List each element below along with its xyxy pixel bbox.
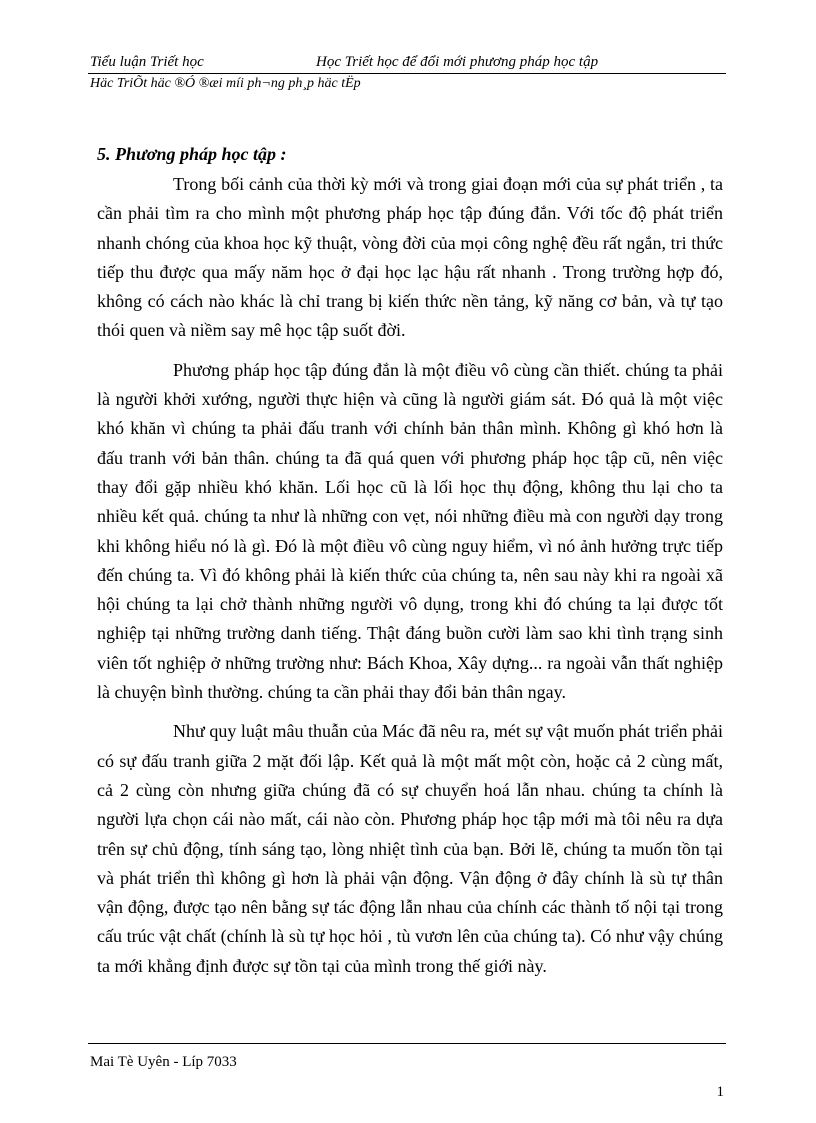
header-main-line bbox=[88, 52, 726, 74]
header-garbled-title: Häc TriÕt häc ®Ó ®æi míi ph¬ng ph¸p häc tËp bbox=[90, 76, 361, 91]
header-document-title: Học Triết học để đổi mới phương pháp học tập bbox=[316, 54, 599, 70]
page-body bbox=[97, 142, 723, 991]
page-number: 1 bbox=[716, 1084, 724, 1100]
page-header bbox=[88, 52, 726, 93]
section-title: 5. Phương pháp học tập : bbox=[97, 144, 287, 164]
page-footer bbox=[88, 1043, 726, 1100]
header-document-type: Tiểu luận Triết học bbox=[90, 54, 204, 70]
paragraph: Như quy luật mâu thuẫn của Mác đã nêu ra, mét sự vật muốn phát triển phải có sự đấu tranh giữa 2 mặt đối lập. Kết quả là một mất một còn, hoặc cả 2 cùng mất, cả 2 cùng còn nhưng giữa chúng đã có sự chuyển hoá lẫn nhau. chúng ta chính là người lựa chọn cái nào mất, cái nào còn. Phương pháp học tập mới mà tôi nêu ra dựa trên sự chủ động, tính sáng tạo, lòng nhiệt tình của bạn. Bởi lẽ, chúng ta muốn tồn tại và phát triển thì không gì hơn là phải vận động. Vận động ở đây chính là sù tự thân vận động, được tạo nên bằng sự tác động lẫn nhau của chính các thành tố nội tại trong cấu trúc vật chất (chính là sù tự học hỏi , tù vươn lên của chúng ta). Có như vậy chúng ta mới khẳng định được sự tồn tại của mình trong thế giới này. bbox=[97, 721, 723, 976]
paragraph: Trong bối cảnh của thời kỳ mới và trong giai đoạn mới của sự phát triển , ta cần phải tìm ra cho mình một phương pháp học tập đúng đắn. Với tốc độ phát triển nhanh chóng của khoa học kỹ thuật, vòng đời của mọi công nghệ đều rất ngắn, tri thức tiếp thu được qua mấy năm học ở đại học lạc hậu rất nhanh . Trong trường hợp đó, không có cách nào khác là chỉ trang bị kiến thức nền tảng, kỹ năng cơ bản, và tự tạo thói quen và niềm say mê học tập suốt đời. bbox=[97, 174, 723, 341]
footer-author: Mai Tè Uyên - Líp 7033 bbox=[90, 1054, 237, 1070]
paragraph: Phương pháp học tập đúng đắn là một điều vô cùng cần thiết. chúng ta phải là người khởi xướng, người thực hiện và cũng là người giám sát. Đó quả là một việc khó khăn vì chúng ta phải đấu tranh với chính bản thân mình. Không gì khó hơn là đấu tranh với bản thân. chúng ta đã quá quen với phương pháp học tập cũ, nên việc thay đổi gặp nhiều khó khăn. Lối học cũ là lối học thụ động, không thu lại cho ta nhiều kết quả. chúng ta như là những con vẹt, nói những điều mà con người dạy trong khi không hiểu nó là gì. Đó là một điều vô cùng nguy hiểm, vì nó ảnh hưởng trực tiếp đến chúng ta. Vì đó không phải là kiến thức của chúng ta, nên sau này khi ra ngoài xã hội chúng ta lại chở thành những người vô dụng, trong khi đó chúng ta lại được tốt nghiệp tại những trường danh tiếng. Thật đáng buồn cười làm sao khi tình trạng sinh viên tốt nghiệp ở những trường như: Bách Khoa, Xây dựng... ra ngoài vẫn thất nghiệp là chuyện bình thường. chúng ta cần phải thay đổi bản thân ngay. bbox=[97, 359, 723, 703]
